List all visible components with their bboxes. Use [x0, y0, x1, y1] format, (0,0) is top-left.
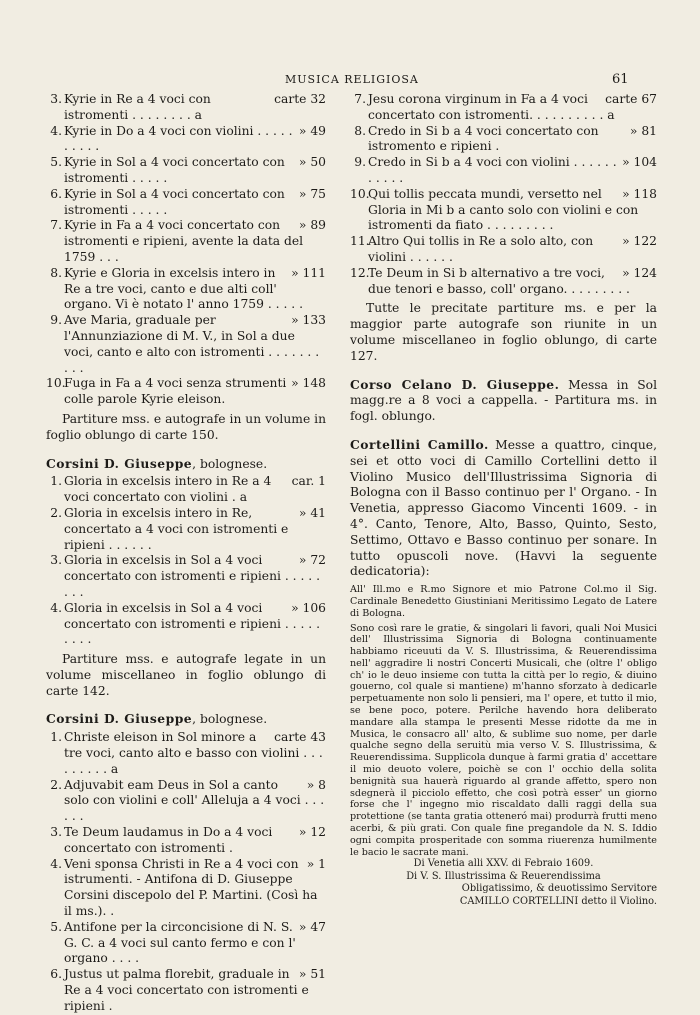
item-page-ref: » 89 — [298, 218, 326, 233]
corso-celano-entry: Corso Celano D. Giuseppe. Messa in Sol magg.re a 8 voci a cappella. - Partitura ms. in fogl. oblungo. — [350, 376, 657, 424]
list-item — [46, 155, 326, 187]
corsini-heading-2: Corsini D. Giuseppe, bolognese. — [46, 711, 268, 727]
item-text: Christe eleison in Sol minore a tre voci, canto alto e basso con violini . . . . . . . . . a — [64, 730, 323, 776]
item-page-ref: » 124 — [622, 265, 657, 280]
item-page-ref: » 118 — [622, 186, 657, 201]
corsini-heading-1: Corsini D. Giuseppe, bolognese. — [46, 455, 268, 471]
dedication-body: Sono così rare le gratie, & singolari li favori, quali Noi Musici dell' Illustrissima Signoria di Bologna continuamente habbiamo riceuuti da V. S. Illustrissima, & Reuerendissima nell' aggradire li nostri Concerti Musicali, che (oltre l' obligo ch' io le deuo insieme con tutta la città per lo regio, & diuino gouerno, col quale si mantiene) m'hanno sforzato à dedicarle perpetuamente non solo li pensieri, ma l' opere, et tutto il mio, se bene poco, potere. Perilche havendo hora deliberato mandare alla stampa le presenti Messe ridotte da me in Musica, le consacro all' alto, & sublime suo nome, per darle qualche segno della seruitù mia verso V. S. Illustrissima, & Reuerendissima. Supplicola dunque à farmi gratia d' accettare il mio deuoto volere, poichè se con l' occhio della solita benignità sua hauerà riguardo al grande affetto, spero non sdegnerà il picciolo effetto, che così potrà esser' un giorno forse che l' ingegno mio riscaldato dalli raggi della sua protettione (se tanta gratia otteneró mai) produrrà frutti meno acerbi, & più grati. Con quale fine pregandole da N. S. Iddio ogni compita prosperitade con somma riuerenza humilmente le bacio le sacrate mani. — [350, 622, 657, 858]
list-item — [46, 313, 326, 376]
list-item — [46, 825, 326, 857]
page-header — [0, 70, 700, 90]
dedication-signoff — [350, 858, 657, 908]
item-text: Gloria in excelsis intero in Re a 4 voci concertato con violini . a — [64, 474, 272, 505]
corsini-name-1: Corsini D. Giuseppe — [46, 455, 193, 471]
item-text: Fuga in Fa a 4 voci senza strumenti colle parole Kyrie eleison. — [64, 376, 287, 407]
list-item — [350, 92, 657, 124]
item-text: Credo in Si b a 4 voci concertato con istromento e ripieni . — [368, 123, 599, 154]
item-page-ref: » 49 — [298, 123, 326, 138]
item-text: Credo in Si b a 4 voci con violini . . . . . . . . . . . — [368, 155, 617, 185]
item-number: 5. — [50, 919, 62, 934]
item-text: Gloria in excelsis in Sol a 4 voci concertato con istromenti e ripieni . . . . . . . . — [64, 553, 321, 599]
list-item — [46, 730, 326, 777]
item-page-ref: car. 1 — [291, 474, 326, 489]
corso-celano-name: Corso Celano D. Giuseppe. — [350, 376, 560, 392]
list-item — [46, 967, 326, 1014]
list-item — [46, 266, 326, 313]
item-page-ref: » 104 — [622, 155, 657, 170]
item-text: Gloria in excelsis in Sol a 4 voci concertato con istromenti e ripieni . . . . . . . . . — [64, 600, 321, 647]
dedication-closing-1: Di V. S. Illustrissima & Reuerendissima — [406, 870, 601, 882]
item-text: Kyrie e Gloria in excelsis intero in Re a tre voci, canto e due alti coll' organo. Vi è notato l' anno 1759 . . . . . — [64, 265, 304, 312]
corsini-works-list — [46, 730, 326, 1014]
item-page-ref: » 106 — [291, 600, 326, 615]
item-page-ref: » 47 — [298, 919, 326, 934]
item-text: Gloria in excelsis intero in Re, concertato a 4 voci con istromenti e ripieni . . . . . . — [64, 505, 289, 552]
item-text: Ave Maria, graduale per l'Annunziazione di M. V., in Sol a due voci, canto e alto con istromenti . . . . . . . . . . — [64, 313, 320, 375]
list-item — [46, 376, 326, 408]
dedication-address: All' Ill.mo e R.mo Signore et mio Patrone Col.mo il Sig. Cardinale Benedetto Giustiniani Meritissimo Legato de Latere di Bologna. — [350, 584, 657, 619]
item-page-ref: carte 43 — [274, 730, 326, 745]
item-number: 1. — [50, 730, 62, 745]
item-number: 7. — [354, 92, 366, 106]
corsini-name-2: Corsini D. Giuseppe — [46, 711, 193, 727]
item-page-ref: » 50 — [298, 155, 326, 170]
item-number: 12. — [350, 265, 370, 280]
cortellini-entry: Cortellini Camillo. Messe a quattro, cinque, sei et otto voci di Camillo Cortellini detto il Violino Musico dell'Illustrissima Signoria di Bologna con il Basso continuo per l' Organo. - In Venetia, appresso Giacomo Vincenti 1609. - in 4°. Canto, Tenore, Alto, Basso, Quinto, Sesto, Settimo, Ottavo e Basso continuo per sonare. In tutto opuscoli nove. (Havvi la seguente dedicatoria): — [350, 436, 657, 579]
item-text: Qui tollis peccata mundi, versetto nel Gloria in Mi b a canto solo con violini e con istromenti da fiato . . . . . . . . . — [368, 186, 639, 233]
item-number: 2. — [50, 777, 62, 792]
item-number: 10. — [350, 186, 370, 201]
item-text: Antifone per la circoncisione di N. S. G. C. a 4 voci sul canto fermo e con l' organo . . . . — [64, 919, 296, 966]
left-column — [46, 92, 326, 1015]
item-page-ref: » 72 — [298, 553, 326, 568]
list-item — [350, 124, 657, 156]
list-item — [46, 601, 326, 648]
item-page-ref: » 12 — [298, 825, 326, 840]
list-item — [46, 506, 326, 553]
item-text: Justus ut palma florebit, graduale in Re a 4 voci concertato con istromenti e ripieni . — [64, 967, 309, 1013]
item-text: Kyrie in Fa a 4 voci concertato con istromenti e ripieni, avente la data del 1759 . . . — [64, 218, 304, 264]
item-page-ref: » 133 — [291, 313, 326, 328]
kyrie-list — [46, 92, 326, 408]
item-page-ref: » 75 — [298, 186, 326, 201]
item-number: 8. — [354, 123, 366, 138]
item-number: 5. — [50, 155, 62, 170]
corsini-works-list-continued — [350, 92, 657, 297]
item-page-ref: » 122 — [622, 234, 657, 249]
page-number: 61 — [612, 72, 629, 87]
item-number: 11. — [350, 234, 370, 249]
item-number: 3. — [50, 92, 62, 106]
item-number: 2. — [50, 505, 62, 520]
kyrie-list-note: Partiture mss. e autografe in un volume in foglio oblungo di carte 150. — [46, 411, 326, 442]
item-page-ref: » 51 — [298, 967, 326, 982]
item-number: 9. — [354, 155, 366, 170]
item-number: 1. — [50, 474, 62, 489]
item-number: 3. — [50, 825, 62, 840]
item-text: Kyrie in Sol a 4 voci concertato con istromenti . . . . . — [64, 155, 285, 185]
item-page-ref: carte 32 — [274, 92, 326, 106]
item-number: 3. — [50, 553, 62, 568]
dedication — [350, 584, 657, 858]
gloria-list-note: Partiture mss. e autografe legate in un volume miscellaneo in foglio oblungo di carte 142. — [46, 652, 326, 698]
item-page-ref: » 148 — [291, 376, 326, 391]
item-text: Veni sponsa Christi in Re a 4 voci con istrumenti. - Antifona di D. Giuseppe Corsini discepolo del P. Martini. (Così ha il ms.). . — [64, 856, 318, 919]
item-text: Altro Qui tollis in Re a solo alto, con violini . . . . . . — [368, 234, 594, 264]
list-item — [46, 778, 326, 825]
cortellini-name: Cortellini Camillo. — [350, 436, 489, 452]
item-page-ref: » 81 — [629, 123, 657, 138]
item-page-ref: carte 67 — [605, 92, 657, 106]
list-item — [350, 234, 657, 266]
right-column — [350, 92, 657, 908]
item-text: Te Deum in Si b alternativo a tre voci, due tenori e basso, coll' organo. . . . . . . . . — [368, 265, 630, 296]
dedication-date: Di Venetia alli XXV. di Febraio 1609. — [413, 858, 594, 870]
list-item — [46, 920, 326, 967]
list-item — [46, 187, 326, 219]
dedication-signature: CAMILLO CORTELLINI detto il Violino. — [459, 895, 657, 907]
item-page-ref: » 41 — [298, 505, 326, 520]
item-number: 4. — [50, 856, 62, 871]
list-item — [46, 218, 326, 265]
item-text: Te Deum laudamus in Do a 4 voci concertato con istromenti . — [64, 825, 273, 855]
list-item — [350, 155, 657, 187]
item-text: Jesu corona virginum in Fa a 4 voci concertato con istromenti. . . . . . . . . . a — [368, 92, 615, 122]
running-title: MUSICA RELIGIOSA — [285, 73, 419, 86]
list-item — [350, 187, 657, 234]
item-page-ref: » 111 — [291, 265, 326, 280]
item-number: 8. — [50, 265, 62, 280]
item-number: 4. — [50, 600, 62, 615]
dedication-closing-2: Obligatissimo, & deuotissimo Servitore — [461, 883, 657, 895]
gloria-list — [46, 474, 326, 648]
list-item — [46, 92, 326, 124]
list-item — [46, 124, 326, 156]
list-item — [46, 553, 326, 600]
item-page-ref: » 8 — [306, 777, 326, 792]
item-text: Kyrie in Sol a 4 voci concertato con istromenti . . . . . — [64, 186, 285, 217]
corsini-works-note: Tutte le precitate partiture ms. e per la maggior parte autografe son riunite in un volume miscellaneo in foglio oblungo, di carte 127. — [350, 301, 657, 363]
item-number: 4. — [50, 123, 62, 138]
item-number: 7. — [50, 218, 62, 233]
item-number: 6. — [50, 186, 62, 201]
list-item — [46, 857, 326, 920]
item-text: Kyrie in Re a 4 voci con istromenti . . . . . . . . a — [64, 92, 211, 122]
item-text: Adjuvabit eam Deus in Sol a canto solo con violini e coll' Alleluja a 4 voci . . . . . . — [64, 777, 325, 824]
item-number: 10. — [46, 376, 66, 391]
item-text: Kyrie in Do a 4 voci con violini . . . . . . . . . . — [64, 123, 293, 154]
item-number: 9. — [50, 313, 62, 328]
item-number: 6. — [50, 967, 62, 982]
list-item — [350, 266, 657, 298]
list-item — [46, 474, 326, 506]
item-page-ref: » 1 — [306, 856, 326, 871]
